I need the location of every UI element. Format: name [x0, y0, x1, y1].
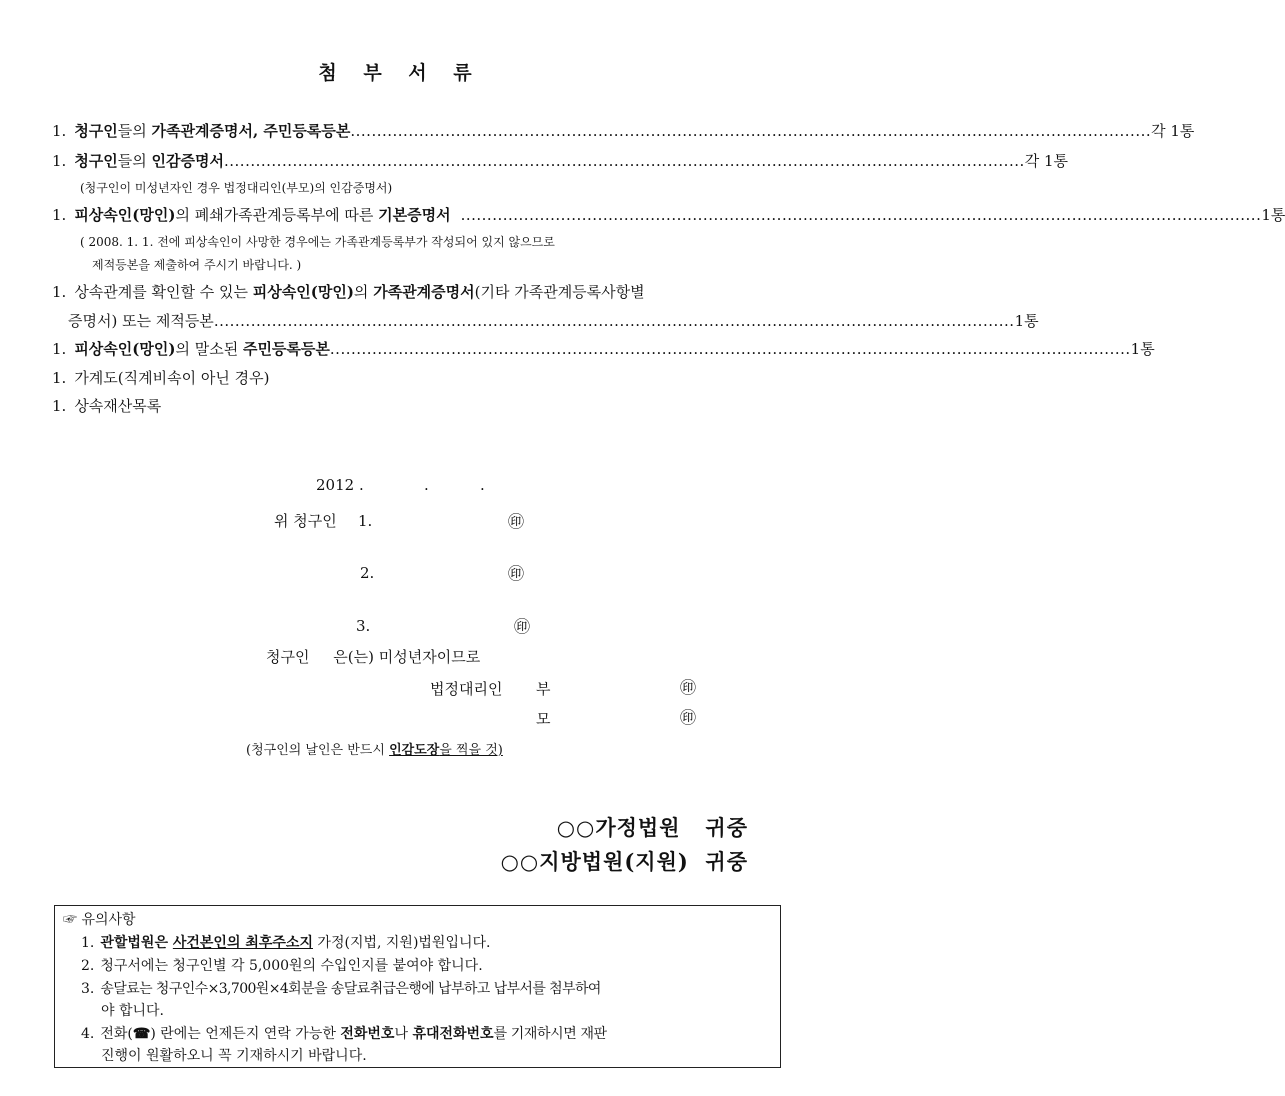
mother-label: 모 [536, 710, 551, 728]
notice-bold: 전화번호 [340, 1026, 395, 1042]
attachment-item-4-cont [68, 310, 1039, 331]
notice-item-3 [81, 978, 601, 998]
date-day: . [480, 476, 485, 494]
notice-number: 2. [81, 958, 95, 974]
item-text: 의 말소된 [175, 340, 243, 358]
notice-item-3-cont: 야 합니다. [101, 1003, 164, 1019]
notice-text: 전화( [100, 1026, 133, 1042]
item-text-bold: 가족관계증명서 [373, 283, 475, 301]
item-text: 의 폐쇄가족관계등록부에 따른 [175, 206, 379, 224]
notice-box [54, 905, 781, 1068]
item-count: 각 1통 [1151, 122, 1195, 140]
item-text-bold: 피상속인(망인) [252, 283, 354, 301]
item-text: 상속관계를 확인할 수 있는 [74, 283, 253, 301]
seal-mark: ㊞ [508, 512, 525, 531]
notice-bold: 관할법원은 [100, 935, 173, 951]
item-count: 1통 [1130, 340, 1155, 358]
item-text: 들의 [117, 152, 152, 170]
item-text: 가계도(직계비속이 아닌 경우) [74, 369, 270, 387]
notice-text: 청구서에는 청구인별 각 5,000원의 수입인지를 붙여야 합니다. [100, 958, 483, 974]
seal-instruction [246, 739, 503, 758]
attachment-item-2 [52, 150, 1069, 171]
father-label: 부 [536, 680, 551, 698]
item-count: 1통 [1014, 312, 1039, 330]
date-year: 2012 . [316, 476, 364, 494]
notice-text: 를 기재하시면 재판 [493, 1026, 607, 1042]
item-text: 증명서) 또는 제적등본 [68, 312, 214, 330]
dot-leader: ........................................................................................................................................................ [224, 152, 1025, 170]
item-number: 1. [52, 152, 67, 170]
item-number: 1. [52, 340, 67, 358]
seal-instruction-text: 을 찍을 것) [439, 743, 503, 758]
item-text: (기타 가족관계등록사항별 [474, 283, 645, 301]
notice-item-1 [81, 932, 490, 952]
notice-number: 1. [81, 935, 95, 951]
seal-mark: ㊞ [680, 708, 697, 727]
attachment-item-5 [52, 338, 1155, 359]
item-count: 1통 [1261, 206, 1285, 224]
notice-text: 가정(지법, 지원)법원입니다. [312, 935, 491, 951]
attachment-item-6 [52, 367, 269, 388]
item-count: 각 1통 [1024, 152, 1069, 170]
item-number: 1. [52, 206, 67, 224]
item-text: 의 [353, 283, 374, 301]
attachment-item-7 [52, 395, 161, 416]
seal-mark: ㊞ [514, 617, 531, 636]
notice-item-4 [81, 1023, 607, 1043]
minor-note: (청구인이 미성년자인 경우 법정대리인(부모)의 인감증명서) [80, 181, 393, 195]
claimant-2: 2. [360, 564, 375, 582]
seal-mark: ㊞ [680, 678, 697, 697]
item-text-bold: 청구인 [74, 152, 118, 170]
district-court-address: ○○지방법원(지원) 귀중 [500, 849, 748, 874]
family-court-address: ○○가정법원 귀중 [556, 815, 748, 840]
notice-number: 4. [81, 1026, 95, 1042]
item-number: 1. [52, 397, 67, 415]
item-number: 1. [52, 369, 67, 387]
item-text-bold: 주민등록등본 [242, 340, 330, 358]
dot-leader: ........................................................................................................................................................ [350, 122, 1152, 140]
item-text-bold: 피상속인(망인) [74, 206, 176, 224]
item-text-bold: 청구인 [74, 122, 118, 140]
item-text: 들의 [117, 122, 152, 140]
notice-text: 송달료는 청구인수×3,700원×4회분을 송달료취급은행에 납부하고 납부서를 첨부하여 [100, 981, 601, 997]
dot-leader: ........................................................................................................................................................ [329, 340, 1131, 358]
claimant-3: 3. [356, 617, 371, 635]
item-text: 상속재산목록 [74, 397, 162, 415]
claimant-label: 위 청구인 [274, 512, 337, 530]
notice-item-2 [81, 955, 483, 975]
notice-header: ☞ 유의사항 [63, 912, 136, 928]
death-note-line-2: 제적등본을 제출하여 주시기 바랍니다. ) [92, 258, 302, 272]
claimant-1: 1. [358, 512, 373, 530]
dot-leader: ........................................................................................................................................................ [213, 312, 1015, 330]
item-text-bold: 가족관계증명서, 주민등록등본 [151, 122, 351, 140]
item-number: 1. [52, 283, 67, 301]
death-note-line-1: ( 2008. 1. 1. 전에 피상속인이 사망한 경우에는 가족관계등록부가 작성되어 있지 않으므로 [80, 235, 555, 249]
notice-bold: 사건본인의 최후주소지 [172, 935, 313, 951]
item-text-bold: 기본증명서 [378, 206, 451, 224]
seal-mark: ㊞ [508, 564, 525, 583]
dot-leader: ........................................................................................................................................................ [460, 206, 1262, 224]
phone-icon: ☎ [132, 1026, 151, 1042]
notice-bold: 휴대전화번호 [412, 1026, 494, 1042]
notice-text: 나 [394, 1026, 413, 1042]
notice-text: ) 란에는 언제든지 연락 가능한 [150, 1026, 341, 1042]
page-title: 첨 부 서 류 [318, 62, 482, 84]
attachment-item-3 [52, 204, 1285, 225]
notice-number: 3. [81, 981, 95, 997]
seal-instruction-emphasis: 인감도장 [389, 743, 440, 758]
item-text-bold: 피상속인(망인) [74, 340, 176, 358]
minor-statement: 청구인 은(는) 미성년자이므로 [266, 648, 481, 666]
seal-instruction-text: (청구인의 날인은 반드시 [246, 743, 390, 758]
legal-rep-label: 법정대리인 [430, 680, 503, 698]
item-number: 1. [52, 122, 67, 140]
item-text-bold: 인감증명서 [151, 152, 224, 170]
notice-item-4-cont: 진행이 원활하오니 꼭 기재하시기 바랍니다. [101, 1048, 367, 1064]
date-month: . [424, 476, 429, 494]
attachment-item-4 [52, 281, 645, 302]
attachment-item-1 [52, 120, 1195, 141]
